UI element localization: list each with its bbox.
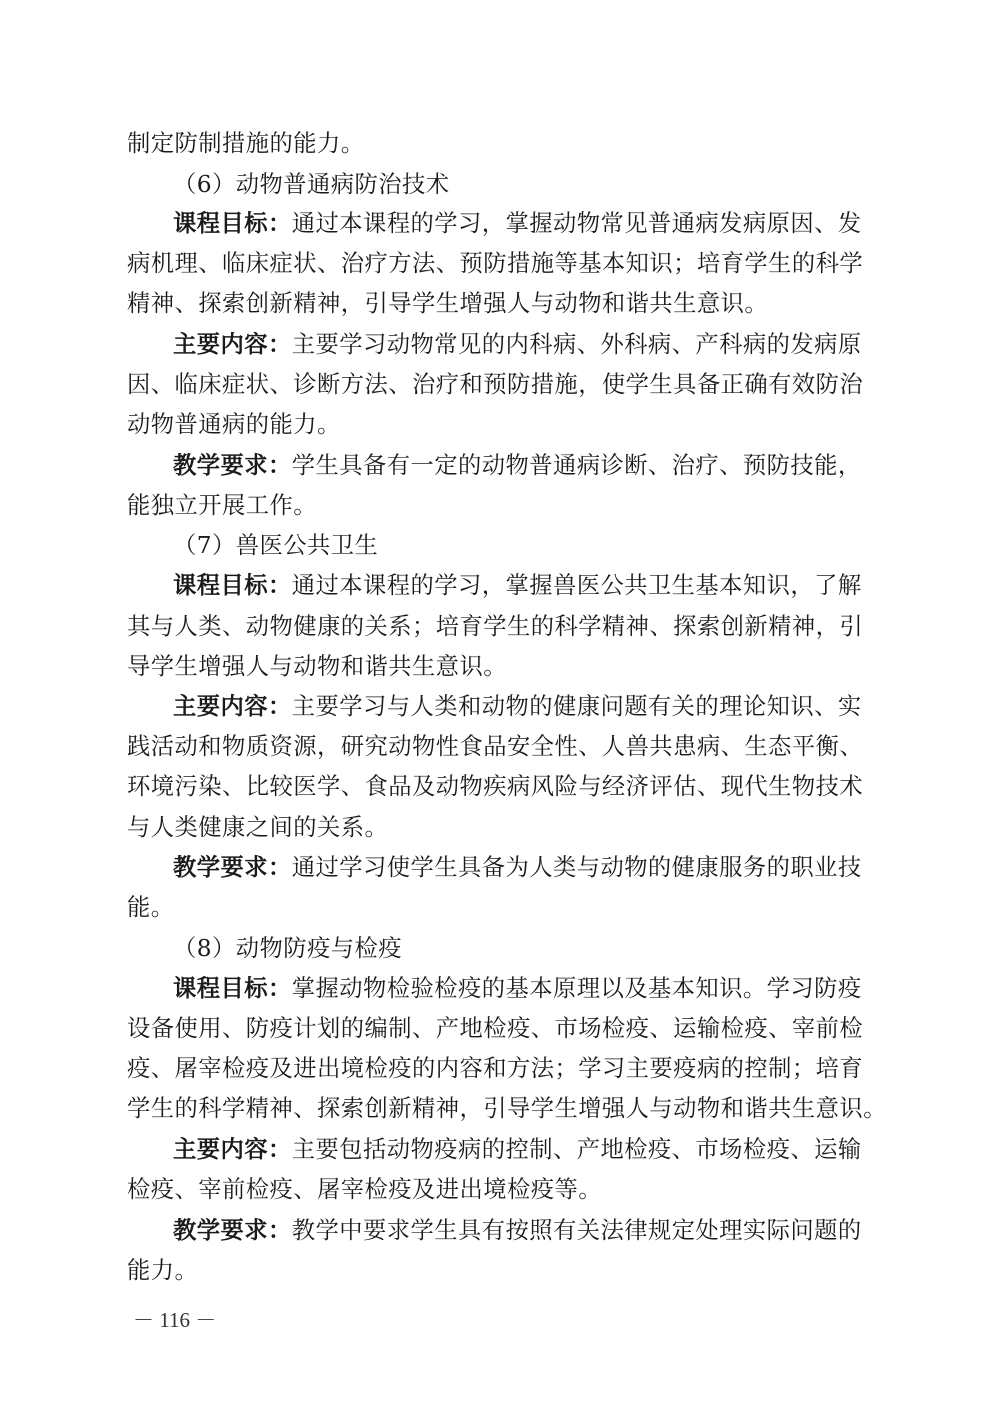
content-text: 主要学习与人类和动物的健康问题有关的理论知识、实 <box>291 693 862 720</box>
content-line <box>173 695 862 718</box>
requirement-text: 能。 <box>127 894 175 921</box>
content-text: 主要学习动物常见的内科病、外科病、产科病的发病原 <box>291 331 862 358</box>
content-text: 环境污染、比较医学、食品及动物疾病风险与经济评估、现代生物技术 <box>127 773 864 800</box>
goal-text: 精神、探索创新精神，引导学生增强人与动物和谐共生意识。 <box>127 290 769 317</box>
requirement-text: 教学中要求学生具有按照有关法律规定处理实际问题的 <box>291 1217 862 1244</box>
goal-line <box>173 212 862 235</box>
requirement-text: 学生具备有一定的动物普通病诊断、治疗、预防技能， <box>291 452 862 479</box>
requirement-text: 能力。 <box>127 1257 199 1284</box>
content-label: 主要内容： <box>173 1136 292 1163</box>
requirement-line <box>173 856 862 879</box>
requirement-label: 教学要求： <box>173 854 292 881</box>
requirement-text: 通过学习使学生具备为人类与动物的健康服务的职业技 <box>291 854 862 881</box>
paragraph-continuation: 制定防制措施的能力。 <box>127 130 365 157</box>
goal-text: 导学生增强人与动物和谐共生意识。 <box>127 653 507 680</box>
requirement-text: 能独立开展工作。 <box>127 492 317 519</box>
content-text: 因、临床症状、诊断方法、治疗和预防措施，使学生具备正确有效防治 <box>127 371 864 398</box>
goal-text: 学生的科学精神、探索创新精神，引导学生增强人与动物和谐共生意识。 <box>127 1095 887 1122</box>
goal-text: 掌握动物检验检疫的基本原理以及基本知识。学习防疫 <box>291 975 862 1002</box>
goal-text: 通过本课程的学习，掌握兽医公共卫生基本知识，了解 <box>291 572 862 599</box>
requirement-label: 教学要求： <box>173 1217 292 1244</box>
content-text: 践活动和物质资源，研究动物性食品安全性、人兽共患病、生态平衡、 <box>127 733 864 760</box>
content-line <box>173 1138 862 1161</box>
content-label: 主要内容： <box>173 331 292 358</box>
goal-line <box>173 574 862 597</box>
page-number: － 116 － <box>133 1308 217 1332</box>
goal-text: 设备使用、防疫计划的编制、产地检疫、市场检疫、运输检疫、宰前检 <box>127 1015 864 1042</box>
goal-label: 课程目标： <box>173 975 292 1002</box>
goal-label: 课程目标： <box>173 210 292 237</box>
goal-text: 其与人类、动物健康的关系；培育学生的科学精神、探索创新精神，引 <box>127 613 864 640</box>
requirement-label: 教学要求： <box>173 452 292 479</box>
requirement-line <box>173 454 862 477</box>
goal-line <box>173 977 862 1000</box>
section-heading-7: （7）兽医公共卫生 <box>173 532 379 559</box>
section-heading-6: （6）动物普通病防治技术 <box>173 171 450 198</box>
goal-label: 课程目标： <box>173 572 292 599</box>
goal-text: 通过本课程的学习，掌握动物常见普通病发病原因、发 <box>291 210 862 237</box>
goal-text: 病机理、临床症状、治疗方法、预防措施等基本知识；培育学生的科学 <box>127 250 864 277</box>
content-label: 主要内容： <box>173 693 292 720</box>
content-text: 检疫、宰前检疫、屠宰检疫及进出境检疫等。 <box>127 1176 602 1203</box>
section-heading-8: （8）动物防疫与检疫 <box>173 935 402 962</box>
content-text: 主要包括动物疫病的控制、产地检疫、市场检疫、运输 <box>291 1136 862 1163</box>
goal-text: 疫、屠宰检疫及进出境检疫的内容和方法；学习主要疫病的控制；培育 <box>127 1055 864 1082</box>
requirement-line <box>173 1219 862 1242</box>
content-text: 与人类健康之间的关系。 <box>127 814 389 841</box>
content-text: 动物普通病的能力。 <box>127 411 341 438</box>
content-line <box>173 333 862 356</box>
